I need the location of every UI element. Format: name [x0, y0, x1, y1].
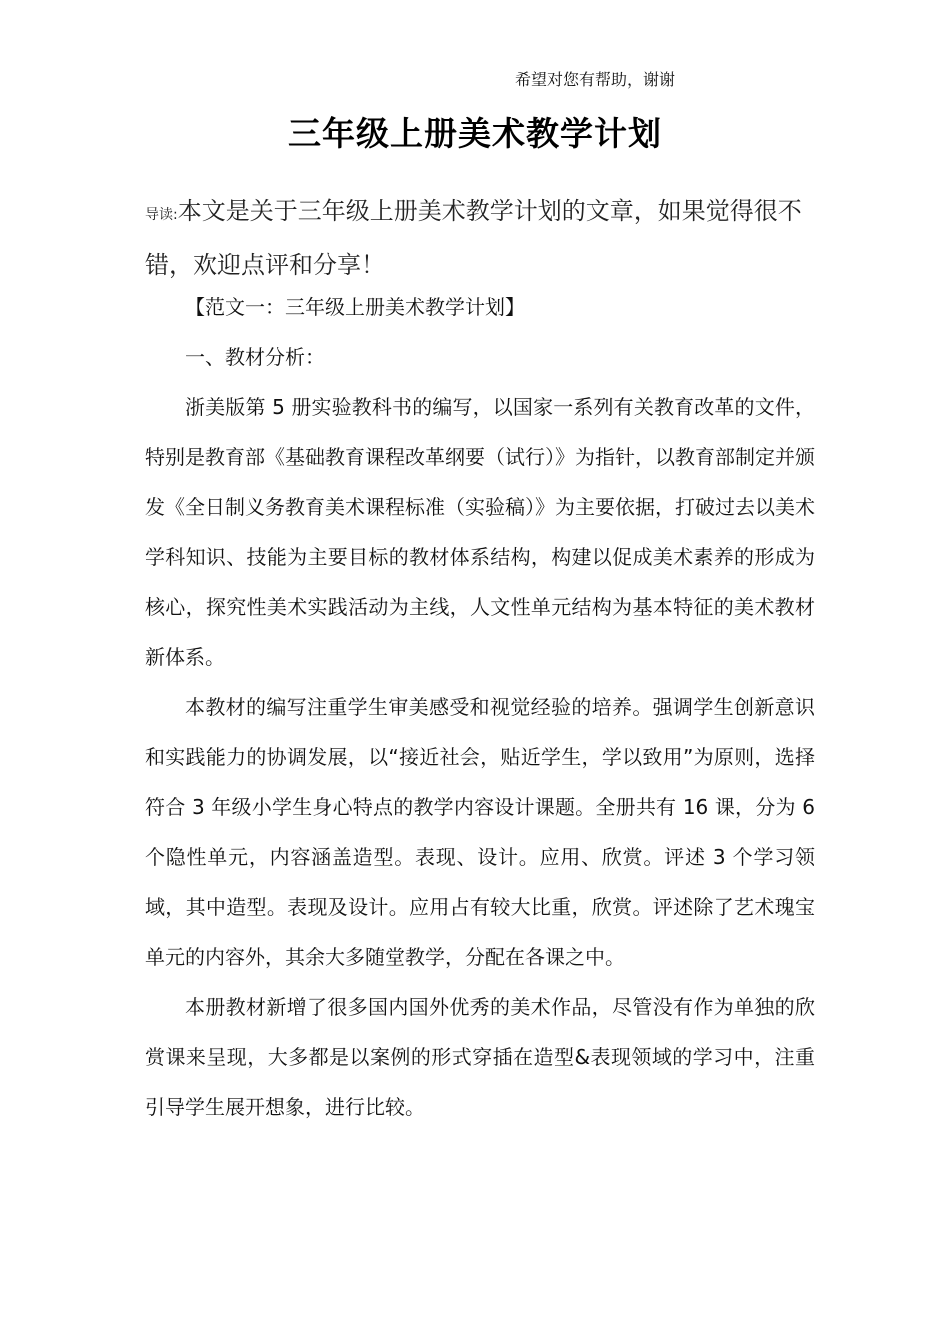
subheading: 一、教材分析： [185, 345, 325, 369]
intro-paragraph [145, 186, 815, 290]
header-note: 希望对您有帮助，谢谢 [515, 70, 676, 89]
body-paragraph-1: 浙美版第 5 册实验教科书的编写，以国家一系列有关教育改革的文件，特别是教育部《基础教育课程改革纲要（试行）》为指针，以教育部制定并颁发《全日制义务教育美术课程标准（实验稿）》为主要依据，打破过去以美术学科知识、技能为主要目标的教材体系结构，构建以促成美术素养的形成为核心，探究性美术实践活动为主线，人文性单元结构为基本特征的美术教材新体系。 [145, 395, 815, 669]
intro-text: 本文是关于三年级上册美术教学计划的文章，如果觉得很不错，欢迎点评和分享！ [145, 197, 802, 279]
intro-label: 导读: [145, 207, 178, 223]
section-heading: 【范文一：三年级上册美术教学计划】 [185, 295, 525, 319]
body-paragraph-2: 本教材的编写注重学生审美感受和视觉经验的培养。强调学生创新意识和实践能力的协调发展，以“接近社会，贴近学生，学以致用”为原则，选择符合 3 年级小学生身心特点的教学内容设计课题。全册共有 16 课，分为 6 个隐性单元，内容涵盖造型。表现、设计。应用、欣赏。评述 3 个学习领域，其中造型。表现及设计。应用占有较大比重，欣赏。评述除了艺术瑰宝单元的内容外，其余大多随堂教学，分配在各课之中。 [145, 695, 815, 969]
body-paragraph-3: 本册教材新增了很多国内国外优秀的美术作品，尽管没有作为单独的欣赏课来呈现，大多都是以案例的形式穿插在造型&表现领域的学习中，注重引导学生展开想象，进行比较。 [145, 995, 815, 1119]
document-title: 三年级上册美术教学计划 [288, 114, 662, 153]
document-body [145, 282, 815, 1132]
